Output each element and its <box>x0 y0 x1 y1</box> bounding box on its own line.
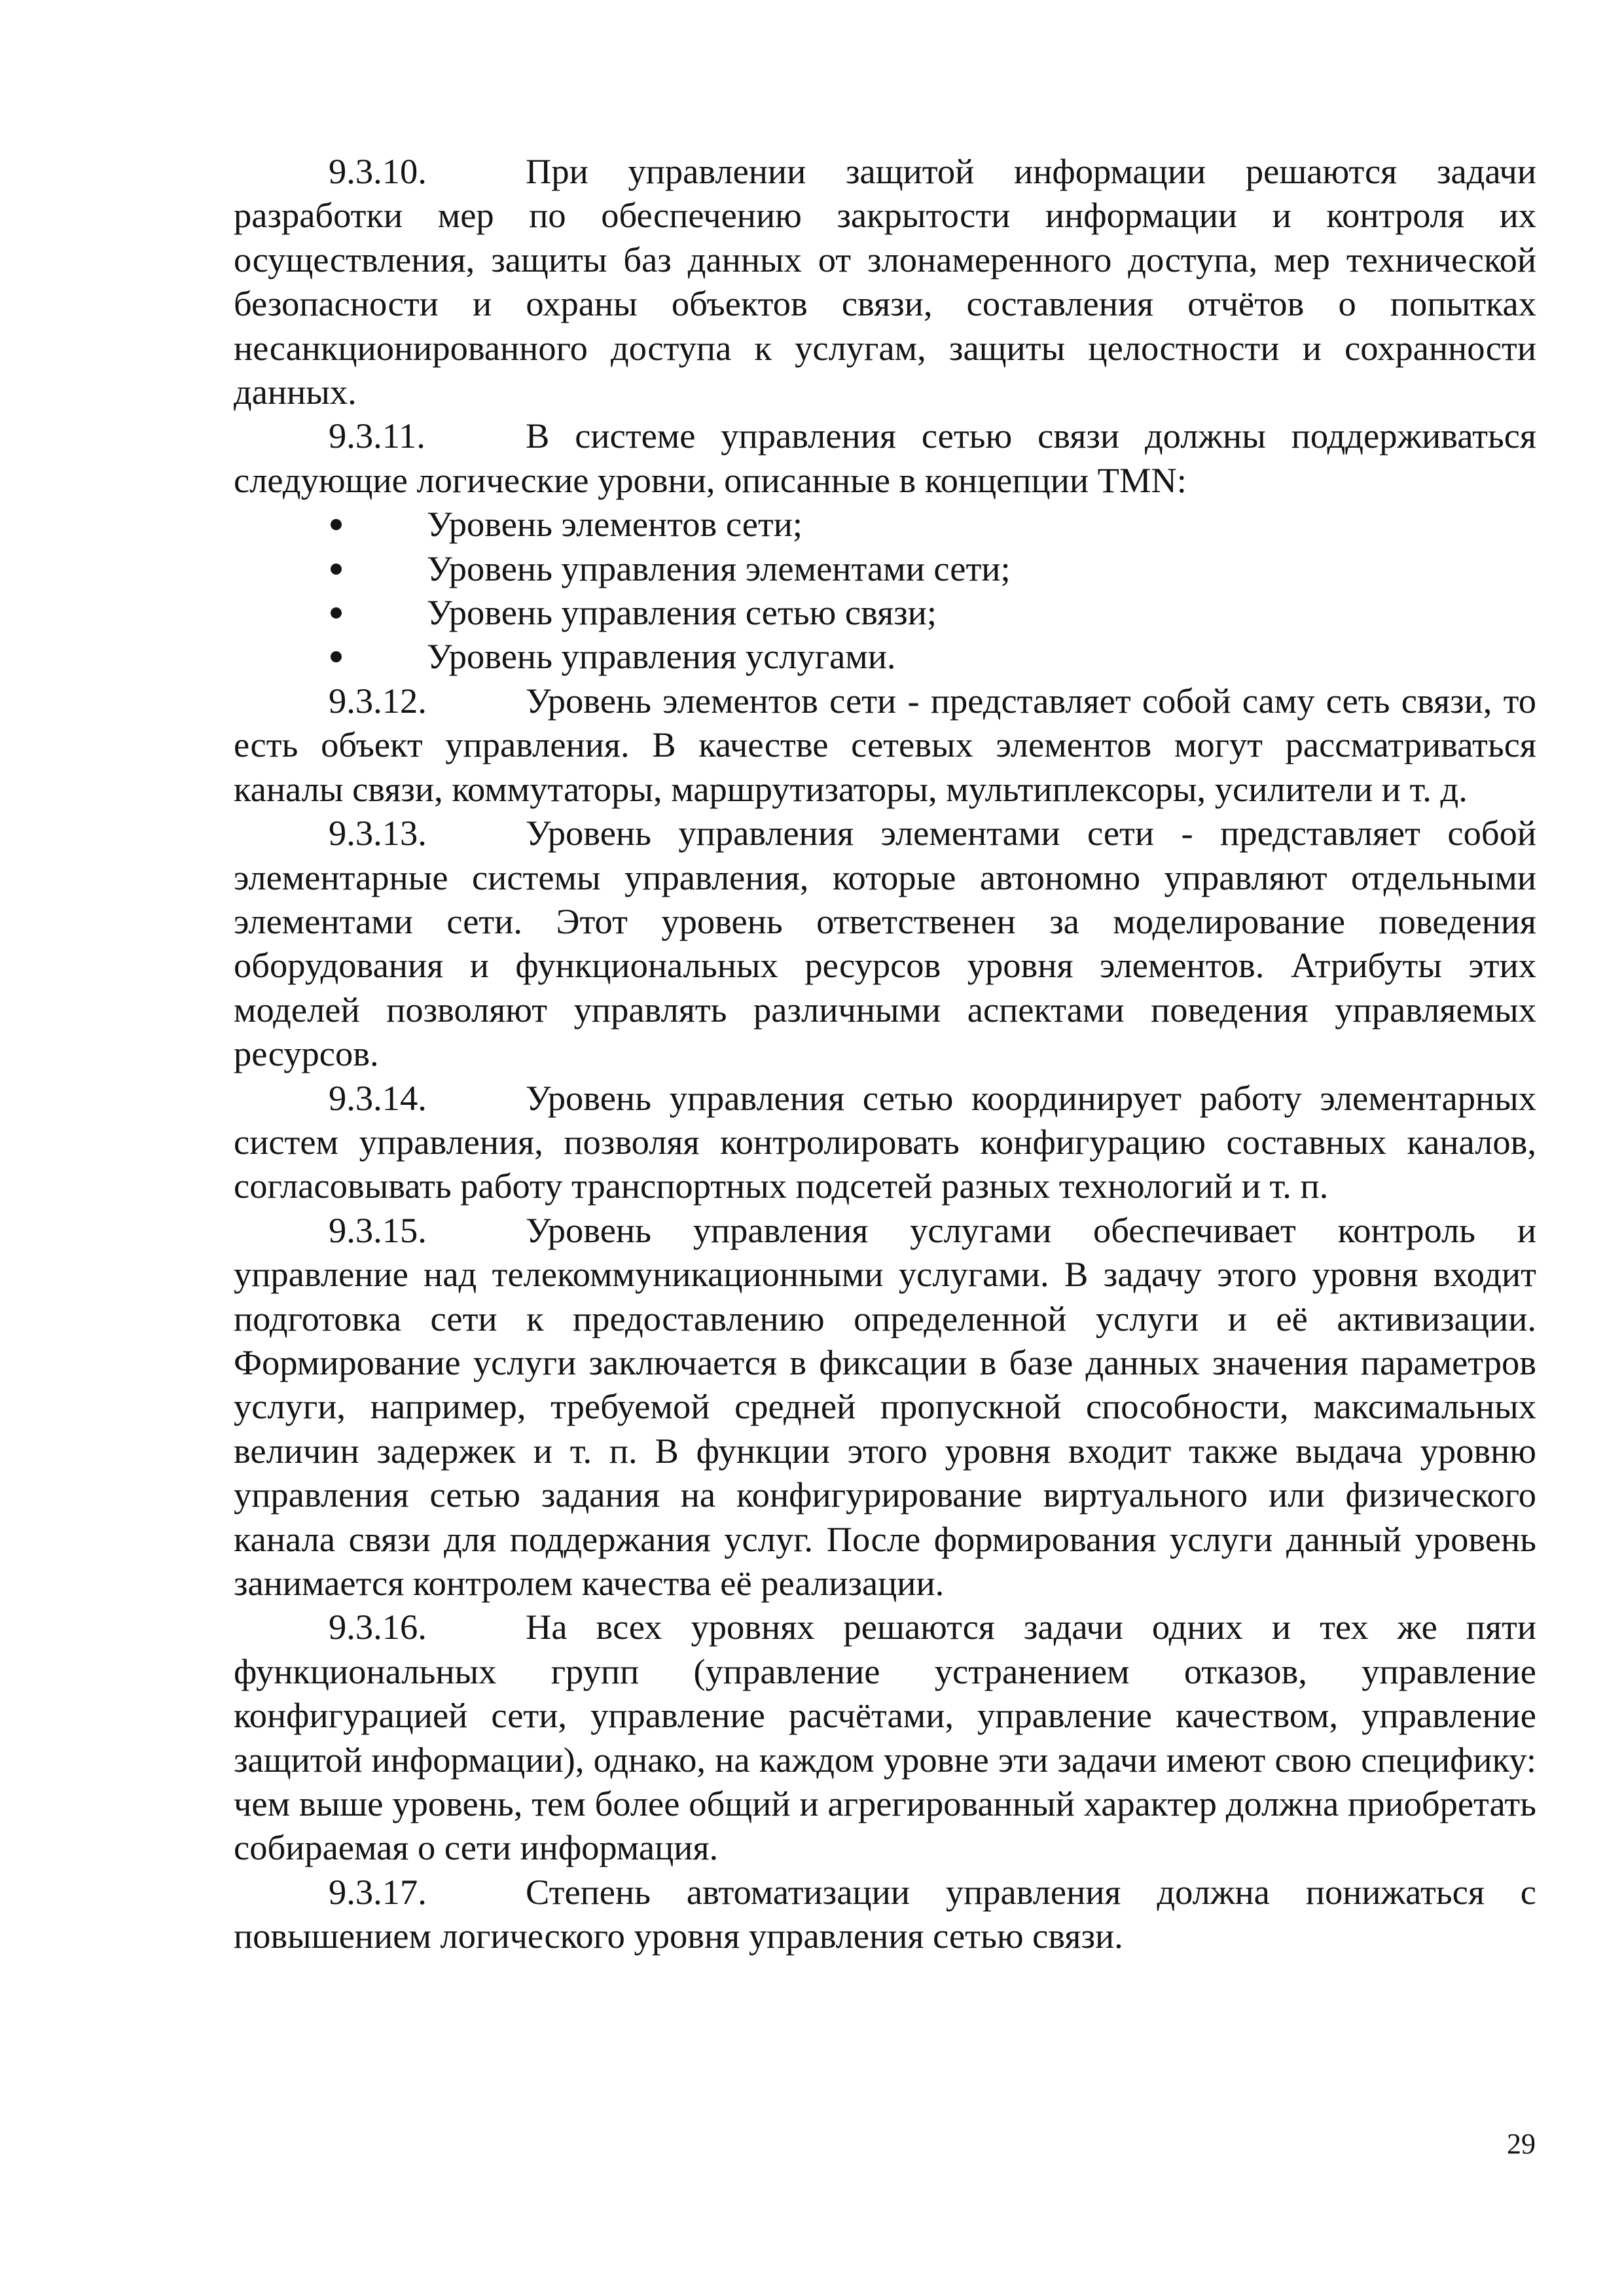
list-item <box>234 634 1536 678</box>
paragraph-number: 9.3.14. <box>329 1077 427 1118</box>
tmn-levels-list <box>234 502 1536 679</box>
paragraph-9-3-14 <box>234 1076 1536 1208</box>
paragraph-9-3-15 <box>234 1208 1536 1605</box>
paragraph-text: Уровень управления услугами обеспечивает контроль и управление над телекоммуникационными услугами. В задачу этого уровня входит подготовка сети к предоставлению определенной услуги и её активизации. Формирование услуги заключается в фиксации в базе данных значения параметров услуги, например, требуемой средней пропускной способности, максимальных величин задержек и т. п. В функции этого уровня входит также выдача уровню управления сетью задания на конфигурирование виртуального или физического канала связи для поддержания услуг. После формирования услуги данный уровень занимается контролем качества её реализации. <box>234 1210 1536 1603</box>
paragraph-number: 9.3.15. <box>329 1210 427 1250</box>
list-item <box>234 547 1536 590</box>
paragraph-text: Уровень управления элементами сети - представляет собой элементарные системы управления, которые автономно управляют отдельными элементами сети. Этот уровень ответственен за моделирование поведения оборудования и функциональных ресурсов уровня элементов. Атрибуты этих моделей позволяют управлять различными аспектами поведения управляемых ресурсов. <box>234 813 1536 1074</box>
list-item-text: Уровень управления сетью связи; <box>427 592 937 633</box>
paragraph-9-3-10 <box>234 149 1536 414</box>
paragraph-text: На всех уровнях решаются задачи одних и тех же пяти функциональных групп (управление устранением отказов, управление конфигурацией сети, управление расчётами, управление качеством, управление защитой информации), однако, на каждом уровне эти задачи имеют свою специфику: чем выше уровень, тем более общий и агрегированный характер должна приобретать собираемая о сети информация. <box>234 1607 1536 1868</box>
paragraph-number: 9.3.11. <box>329 416 425 456</box>
paragraph-9-3-11 <box>234 414 1536 502</box>
paragraph-9-3-13 <box>234 811 1536 1075</box>
paragraph-9-3-12 <box>234 679 1536 811</box>
paragraph-9-3-16 <box>234 1605 1536 1869</box>
paragraph-number: 9.3.16. <box>329 1607 427 1647</box>
paragraph-number: 9.3.17. <box>329 1871 427 1912</box>
paragraph-text: При управлении защитой информации решаются задачи разработки мер по обеспечению закрытости информации и контроля их осуществления, защиты баз данных от злонамеренного доступа, мер технической безопасности и охраны объектов связи, составления отчётов о попытках несанкционированного доступа к услугам, защиты целостности и сохранности данных. <box>234 151 1536 412</box>
bullet-icon <box>331 519 342 530</box>
bullet-icon <box>331 564 342 575</box>
paragraph-text: Уровень управления сетью координирует работу элементарных систем управления, позволяя контролировать конфигурацию составных каналов, согласовывать работу транспортных подсетей разных технологий и т. п. <box>234 1077 1536 1206</box>
paragraph-number: 9.3.12. <box>329 680 427 721</box>
list-item <box>234 502 1536 546</box>
bullet-icon <box>331 607 342 619</box>
list-item-text: Уровень управления элементами сети; <box>427 548 1011 588</box>
page-number: 29 <box>1507 2128 1536 2160</box>
paragraph-text: В системе управления сетью связи должны поддерживаться следующие логические уровни, описанные в концепции TMN: <box>234 416 1536 500</box>
list-item <box>234 590 1536 634</box>
document-page <box>234 149 1536 1958</box>
bullet-icon <box>331 651 342 662</box>
paragraph-number: 9.3.10. <box>329 151 427 191</box>
paragraph-text: Уровень элементов сети - представляет собой саму сеть связи, то есть объект управления. В качестве сетевых элементов могут рассматриваться каналы связи, коммутаторы, маршрутизаторы, мультиплексоры, усилители и т. д. <box>234 680 1536 809</box>
list-item-text: Уровень управления услугами. <box>427 636 896 677</box>
list-item-text: Уровень элементов сети; <box>427 504 803 545</box>
paragraph-number: 9.3.13. <box>329 813 427 853</box>
paragraph-text: Степень автоматизации управления должна понижаться с повышением логического уровня управления сетью связи. <box>234 1871 1536 1956</box>
paragraph-9-3-17 <box>234 1870 1536 1958</box>
